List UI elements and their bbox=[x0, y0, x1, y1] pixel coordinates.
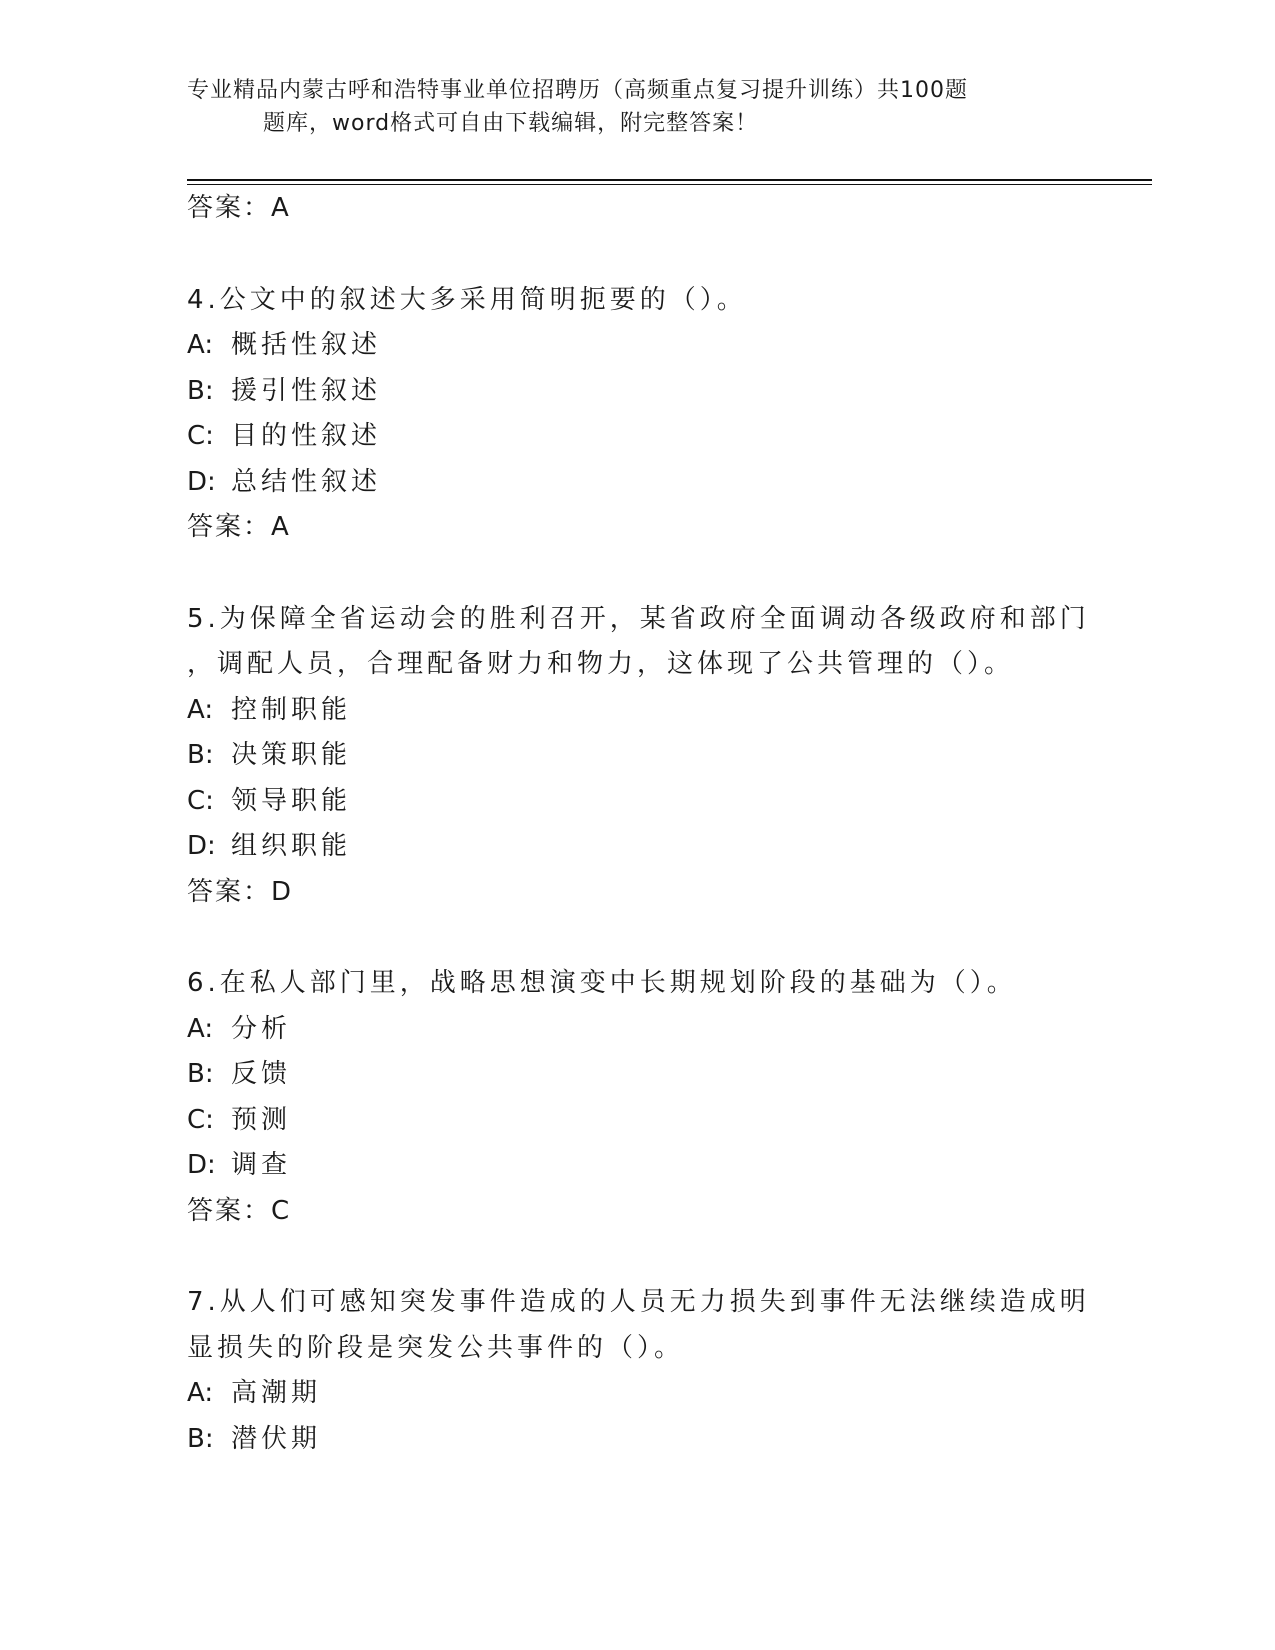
option-item bbox=[187, 369, 1087, 415]
header-title-line2: 题库，word格式可自由下载编辑，附完整答案！ bbox=[263, 111, 759, 136]
option-text: 组织职能 bbox=[231, 831, 352, 861]
question-block bbox=[187, 278, 1087, 551]
option-item bbox=[187, 323, 1087, 369]
option-letter: D: bbox=[187, 1150, 216, 1180]
option-letter: B: bbox=[187, 1059, 214, 1089]
option-letter: D: bbox=[187, 466, 216, 497]
option-item bbox=[187, 1417, 1087, 1463]
option-item bbox=[187, 1143, 1087, 1189]
option-letter: D: bbox=[187, 831, 216, 861]
question-block bbox=[187, 961, 1087, 1234]
option-letter: A: bbox=[187, 694, 214, 725]
option-item bbox=[187, 1371, 1087, 1417]
option-letter: C: bbox=[187, 421, 214, 451]
option-text: 分析 bbox=[231, 1013, 292, 1044]
option-text: 总结性叙述 bbox=[231, 466, 382, 497]
option-item bbox=[187, 414, 1087, 460]
header-title-line1: 专业精品内蒙古呼和浩特事业单位招聘历（高频重点复习提升训练）共100题 bbox=[187, 78, 968, 103]
option-item bbox=[187, 1098, 1087, 1144]
question-block bbox=[187, 1280, 1090, 1462]
option-letter: B: bbox=[187, 1423, 214, 1454]
option-letter: A: bbox=[187, 1378, 214, 1408]
option-letter: B: bbox=[187, 740, 214, 770]
header-divider-thick bbox=[187, 179, 1152, 181]
option-letter: A: bbox=[187, 1013, 214, 1044]
question-text: 显损失的阶段是突发公共事件的（）。 bbox=[187, 1332, 685, 1363]
option-text: 反馈 bbox=[231, 1059, 292, 1089]
option-text: 预测 bbox=[231, 1104, 292, 1135]
option-item bbox=[187, 460, 1087, 506]
spacer bbox=[187, 232, 1087, 278]
option-item bbox=[187, 779, 1087, 825]
option-text: 目的性叙述 bbox=[231, 421, 382, 451]
page-header bbox=[187, 74, 1067, 140]
answer-line: 答案：D bbox=[187, 876, 294, 907]
question-text: 4.公文中的叙述大多采用简明扼要的（）。 bbox=[187, 284, 747, 315]
option-text: 决策职能 bbox=[231, 740, 352, 770]
option-text: 概括性叙述 bbox=[231, 330, 382, 360]
spacer bbox=[187, 1234, 1087, 1280]
option-letter: C: bbox=[187, 785, 214, 816]
option-item bbox=[187, 1007, 1087, 1053]
header-divider-thin bbox=[187, 184, 1152, 185]
question-text: ，调配人员，合理配备财力和物力，这体现了公共管理的（）。 bbox=[187, 649, 1015, 679]
document-body bbox=[187, 186, 1090, 1462]
option-text: 调查 bbox=[231, 1150, 292, 1180]
option-text: 援引性叙述 bbox=[231, 375, 382, 406]
option-text: 领导职能 bbox=[231, 785, 352, 816]
option-letter: C: bbox=[187, 1104, 214, 1135]
option-letter: A: bbox=[187, 330, 214, 360]
spacer bbox=[187, 915, 1087, 961]
question-text: 5.为保障全省运动会的胜利召开，某省政府全面调动各级政府和部门 bbox=[187, 603, 1090, 634]
option-item bbox=[187, 1052, 1087, 1098]
spacer bbox=[187, 551, 1087, 597]
option-letter: B: bbox=[187, 375, 214, 406]
answer-line: 答案：C bbox=[187, 1195, 292, 1226]
answer-line: 答案：A bbox=[187, 512, 291, 542]
question-text: 7.从人们可感知突发事件造成的人员无力损失到事件无法继续造成明 bbox=[187, 1287, 1090, 1317]
option-text: 潜伏期 bbox=[231, 1423, 322, 1454]
question-text: 6.在私人部门里，战略思想演变中长期规划阶段的基础为（）。 bbox=[187, 968, 1017, 998]
option-text: 高潮期 bbox=[231, 1378, 322, 1408]
option-item bbox=[187, 733, 1087, 779]
question-block bbox=[187, 597, 1090, 916]
answer-line: 答案：A bbox=[187, 193, 291, 223]
option-text: 控制职能 bbox=[231, 694, 352, 725]
option-item bbox=[187, 688, 1087, 734]
option-item bbox=[187, 824, 1087, 870]
